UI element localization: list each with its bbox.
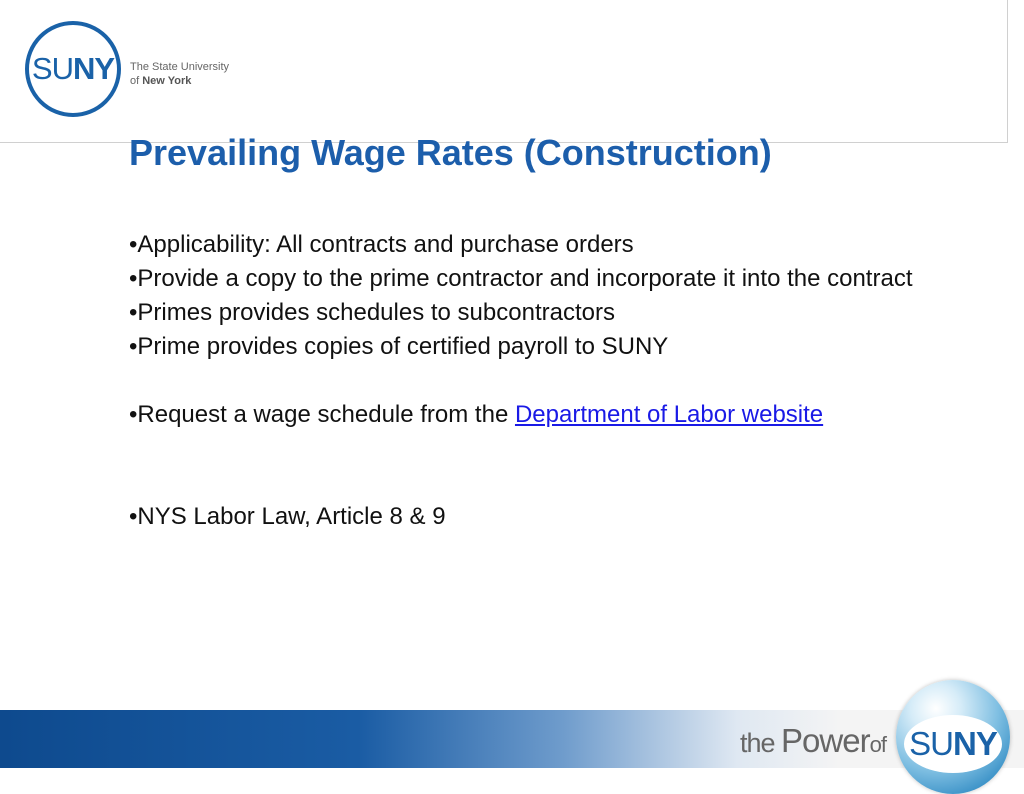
tagline-of: of: [130, 75, 143, 87]
bullet-applicability: •Applicability: All contracts and purchase orders: [129, 231, 634, 258]
header-banner: [0, 0, 1008, 143]
logo-tagline: [130, 60, 229, 88]
slide-title: Prevailing Wage Rates (Construction): [129, 132, 772, 173]
bullet-request-schedule: [129, 398, 919, 432]
bullet-certified-payroll: •Prime provides copies of certified payroll to SUNY: [129, 333, 669, 360]
tagline-line1: The State University: [130, 61, 230, 73]
orb-label-area: [904, 715, 1002, 773]
slide-body: [129, 228, 919, 534]
footer-of: of: [869, 732, 886, 757]
logo-su: SU: [31, 51, 73, 86]
orb-su: SU: [909, 725, 953, 762]
orb-suny-text: [909, 725, 997, 763]
spacer: [129, 364, 919, 398]
orb-ny: NY: [953, 725, 997, 762]
department-of-labor-link[interactable]: Department of Labor website: [514, 401, 824, 428]
tagline-new-york: New York: [142, 75, 192, 87]
suny-logo-text: [32, 51, 114, 87]
power-of-suny-tagline: [740, 722, 886, 760]
suny-logo: [25, 21, 121, 117]
spacer: [129, 432, 919, 500]
bullet-labor-law: •NYS Labor Law, Article 8 & 9: [129, 503, 446, 530]
logo-ny: NY: [73, 51, 115, 86]
tagline-line2: [130, 74, 229, 88]
suny-orb-logo: [896, 680, 1010, 794]
request-schedule-text: •Request a wage schedule from the: [129, 401, 515, 428]
footer-power: Power: [781, 722, 870, 759]
bullet-provide-copy: •Provide a copy to the prime contractor and incorporate it into the contract: [129, 265, 913, 292]
footer-the: the: [740, 728, 782, 758]
bullet-primes-schedules: •Primes provides schedules to subcontractors: [129, 299, 615, 326]
